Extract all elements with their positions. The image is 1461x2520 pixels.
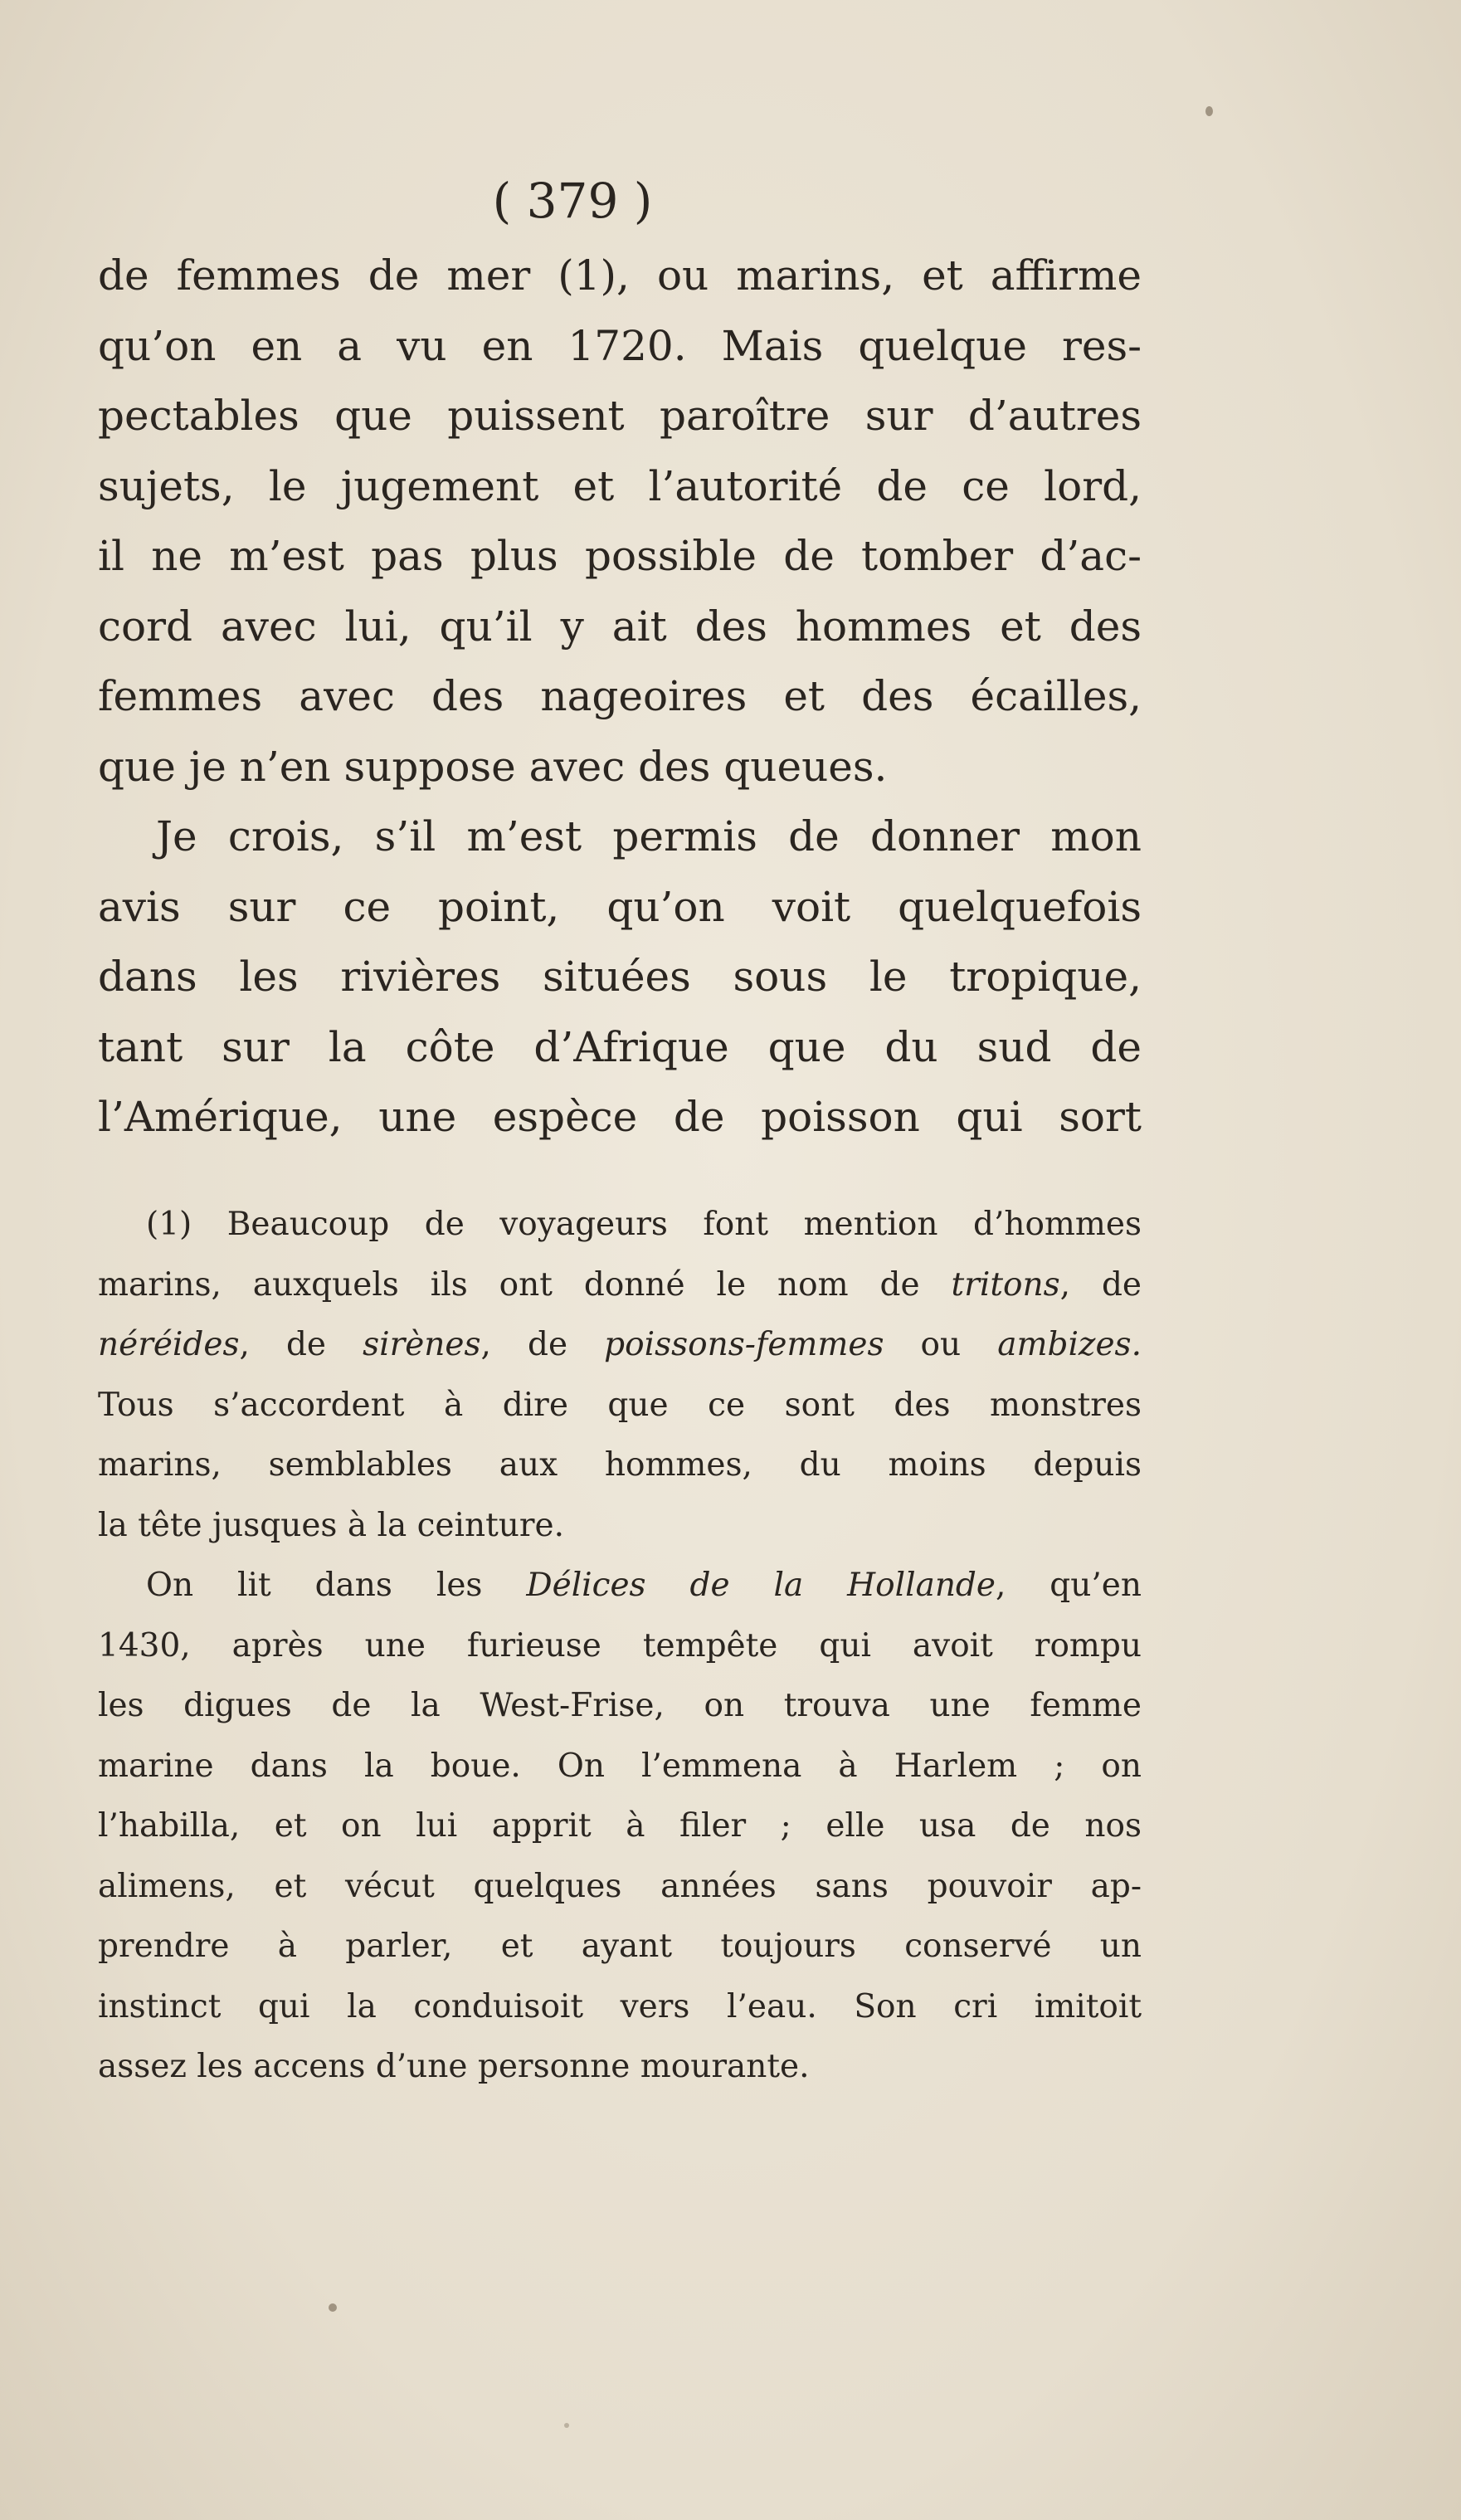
footnote-line: (1) Beaucoup de voyageurs font mention d’hommes bbox=[146, 1206, 1142, 1243]
text-line: tant sur la côte d’Afrique que du sud de bbox=[98, 1022, 1142, 1071]
footnote-line: alimens, et vécut quelques années sans pouvoir ap- bbox=[98, 1867, 1142, 1905]
text-line: Je crois, s’il m’est permis de donner mon bbox=[156, 812, 1142, 860]
text-line: avis sur ce point, qu’on voit quelquefois bbox=[98, 882, 1142, 931]
footnote-line: marins, auxquels ils ont donné le nom de tritons, de bbox=[98, 1265, 1142, 1304]
footnote-line: prendre à parler, et ayant toujours conservé un bbox=[98, 1928, 1142, 1965]
text-line: sujets, le jugement et l’autorité de ce lord, bbox=[98, 461, 1142, 510]
text-line: l’Amérique, une espèce de poisson qui sort bbox=[98, 1093, 1142, 1141]
italic-term: sirènes bbox=[363, 1326, 481, 1363]
footnote-line: 1430, après une furieuse tempête qui avoit rompu bbox=[98, 1626, 1142, 1665]
text-line: pectables que puissent paroître sur d’autres bbox=[98, 392, 1142, 440]
footnote-line: On lit dans les Délices de la Hollande, qu’en bbox=[146, 1567, 1142, 1604]
italic-book-title: Délices de la Hollande bbox=[526, 1567, 996, 1604]
italic-term: néréides bbox=[98, 1326, 240, 1363]
text-line: femmes avec des nageoires et des écailles, bbox=[98, 672, 1142, 720]
footnotes bbox=[98, 1195, 1142, 2098]
page-number: ( 379 ) bbox=[492, 173, 653, 229]
text-line: dans les rivières situées sous le tropique, bbox=[98, 953, 1142, 1001]
footnote-line: la tête jusques à la ceinture. bbox=[98, 1506, 565, 1544]
text-line: que je n’en suppose avec des queues. bbox=[98, 742, 888, 791]
text-line: il ne m’est pas plus possible de tomber d’ac- bbox=[98, 532, 1142, 580]
footnote-line: néréides, de sirènes, de poissons-femmes ou ambizes. bbox=[98, 1326, 1142, 1363]
footnote-line: marine dans la boue. On l’emmena à Harlem ; on bbox=[98, 1747, 1142, 1785]
text-line: de femmes de mer (1), ou marins, et affirme bbox=[98, 251, 1142, 300]
footnote-line: instinct qui la conduisoit vers l’eau. Son cri imitoit bbox=[98, 1987, 1142, 2025]
footnote-line: les digues de la West-Frise, on trouva une femme bbox=[98, 1687, 1142, 1724]
italic-term: poissons-femmes bbox=[604, 1326, 884, 1363]
main-text bbox=[98, 241, 1142, 1153]
paper-spot bbox=[1205, 106, 1213, 116]
footnote-line: assez les accens d’une personne mourante. bbox=[98, 2048, 810, 2085]
italic-term: tritons bbox=[951, 1265, 1060, 1304]
footnote-line: l’habilla, et on lui apprit à filer ; elle usa de nos bbox=[98, 1807, 1142, 1845]
footnote-line: marins, semblables aux hommes, du moins depuis bbox=[98, 1446, 1142, 1484]
text-line: qu’on en a vu en 1720. Mais quelque res- bbox=[98, 321, 1142, 370]
italic-term: ambizes. bbox=[997, 1326, 1142, 1363]
footnote-line: Tous s’accordent à dire que ce sont des monstres bbox=[98, 1386, 1142, 1424]
paper-spot bbox=[564, 2423, 569, 2428]
text-line: cord avec lui, qu’il y ait des hommes et des bbox=[98, 602, 1142, 651]
paper-spot bbox=[329, 2303, 337, 2312]
